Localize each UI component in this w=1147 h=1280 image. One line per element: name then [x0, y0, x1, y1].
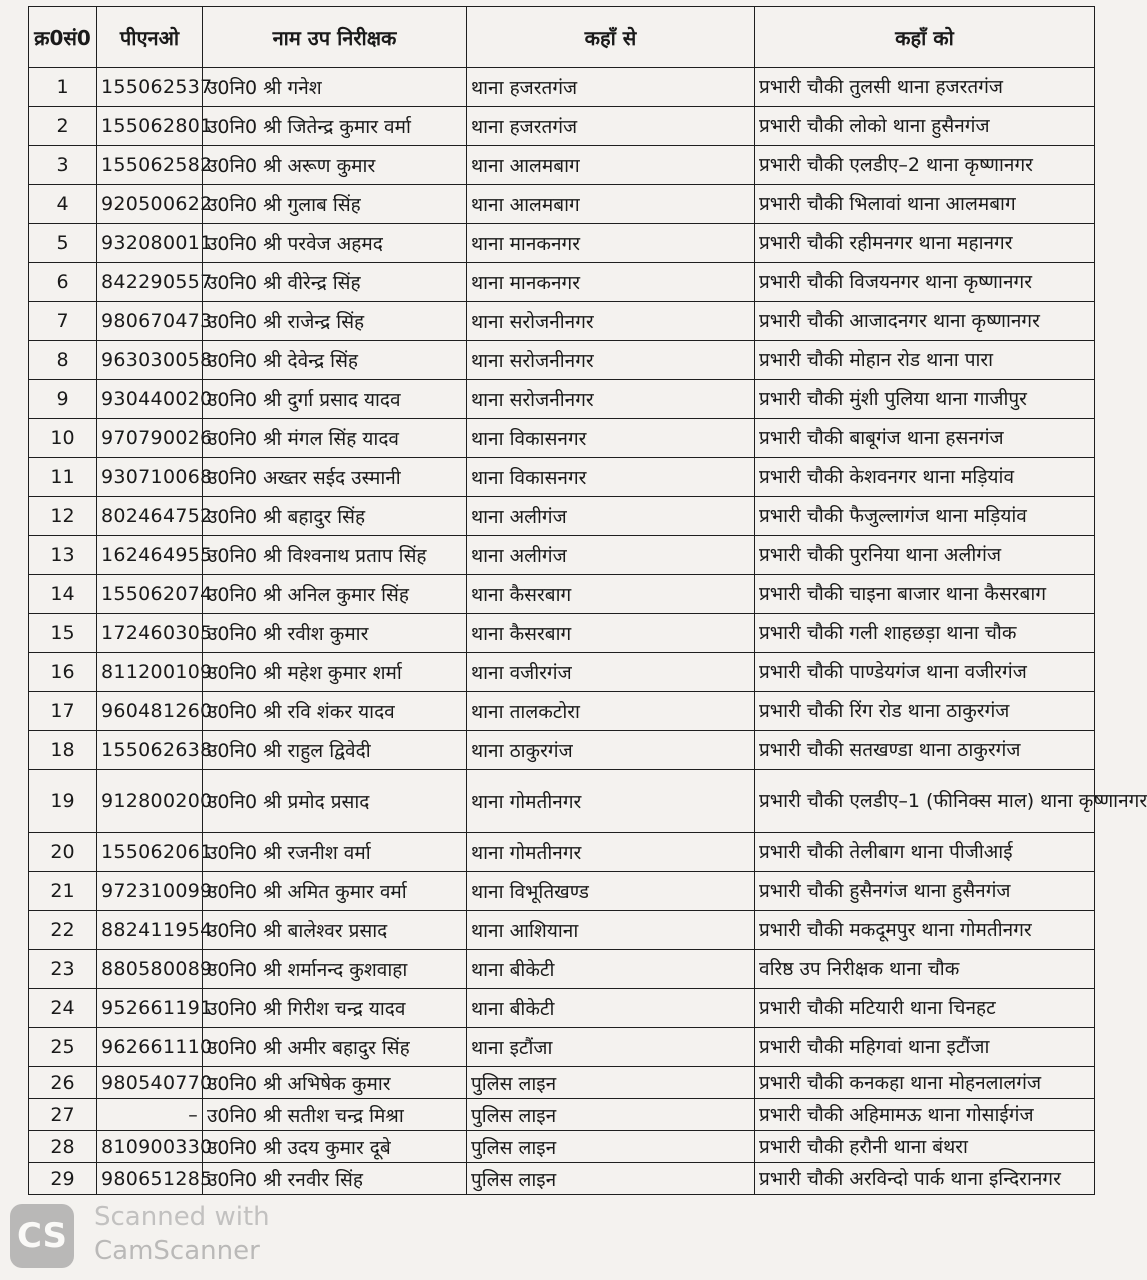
pno-cell: 963030058	[97, 341, 203, 380]
pno-cell: 980670473	[97, 302, 203, 341]
name-cell: उ0नि0 श्री राजेन्द्र सिंह	[203, 302, 467, 341]
from-cell: थाना बीकेटी	[467, 989, 755, 1028]
name-cell: उ0नि0 श्री प्रमोद प्रसाद	[203, 770, 467, 833]
pno-cell: 172460305	[97, 614, 203, 653]
pno-cell: 802464752	[97, 497, 203, 536]
table-row	[29, 989, 1095, 1028]
header-pno: पीएनओ	[97, 7, 203, 68]
from-cell: थाना तालकटोरा	[467, 692, 755, 731]
serial-cell: 12	[29, 497, 97, 536]
to-cell: प्रभारी चौकी मकदूमपुर थाना गोमतीनगर	[755, 911, 1095, 950]
to-cell: प्रभारी चौकी अहिमामऊ थाना गोसाईगंज	[755, 1099, 1095, 1131]
name-cell: उ0नि0 श्री महेश कुमार शर्मा	[203, 653, 467, 692]
table-row	[29, 833, 1095, 872]
from-cell: थाना सरोजनीनगर	[467, 341, 755, 380]
serial-cell: 15	[29, 614, 97, 653]
pno-cell: 811200109	[97, 653, 203, 692]
to-cell: प्रभारी चौकी भिलावां थाना आलमबाग	[755, 185, 1095, 224]
serial-cell: 23	[29, 950, 97, 989]
name-cell: उ0नि0 श्री रजनीश वर्मा	[203, 833, 467, 872]
pno-cell: 930440020	[97, 380, 203, 419]
to-cell: प्रभारी चौकी कनकहा थाना मोहनलालगंज	[755, 1067, 1095, 1099]
table-row	[29, 536, 1095, 575]
table-row	[29, 380, 1095, 419]
from-cell: थाना अलीगंज	[467, 497, 755, 536]
table-row	[29, 302, 1095, 341]
serial-cell: 2	[29, 107, 97, 146]
serial-cell: 19	[29, 770, 97, 833]
pno-cell: 810900330	[97, 1131, 203, 1163]
pno-cell: 972310099	[97, 872, 203, 911]
serial-cell: 22	[29, 911, 97, 950]
name-cell: उ0नि0 श्री अमीर बहादुर सिंह	[203, 1028, 467, 1067]
table-row	[29, 419, 1095, 458]
pno-cell: 880580089	[97, 950, 203, 989]
to-cell: प्रभारी चौकी फैजुल्लागंज थाना मड़ियांव	[755, 497, 1095, 536]
pno-cell: 962661110	[97, 1028, 203, 1067]
serial-cell: 5	[29, 224, 97, 263]
from-cell: थाना गोमतीनगर	[467, 770, 755, 833]
pno-cell: 930710068	[97, 458, 203, 497]
table-row	[29, 263, 1095, 302]
serial-cell: 26	[29, 1067, 97, 1099]
to-cell: प्रभारी चौकी महिगवां थाना इटौंजा	[755, 1028, 1095, 1067]
name-cell: उ0नि0 श्री बहादुर सिंह	[203, 497, 467, 536]
name-cell: उ0नि0 श्री शर्मानन्द कुशवाहा	[203, 950, 467, 989]
name-cell: उ0नि0 श्री मंगल सिंह यादव	[203, 419, 467, 458]
table-row	[29, 872, 1095, 911]
from-cell: पुलिस लाइन	[467, 1163, 755, 1195]
pno-cell: 970790026	[97, 419, 203, 458]
serial-cell: 17	[29, 692, 97, 731]
serial-cell: 16	[29, 653, 97, 692]
to-cell: प्रभारी चौकी पुरनिया थाना अलीगंज	[755, 536, 1095, 575]
from-cell: थाना कैसरबाग	[467, 575, 755, 614]
serial-cell: 7	[29, 302, 97, 341]
serial-cell: 28	[29, 1131, 97, 1163]
table-header-row	[29, 7, 1095, 68]
table-row	[29, 692, 1095, 731]
document-page	[28, 6, 1147, 1230]
serial-cell: 18	[29, 731, 97, 770]
serial-cell: 1	[29, 68, 97, 107]
pno-cell: 155062582	[97, 146, 203, 185]
table-row	[29, 497, 1095, 536]
to-cell: प्रभारी चौकी चाइना बाजार थाना कैसरबाग	[755, 575, 1095, 614]
from-cell: थाना सरोजनीनगर	[467, 302, 755, 341]
pno-cell: 155062801	[97, 107, 203, 146]
table-row	[29, 1067, 1095, 1099]
from-cell: थाना मानकनगर	[467, 224, 755, 263]
to-cell: प्रभारी चौकी मोहान रोड थाना पारा	[755, 341, 1095, 380]
header-serial: क्र0सं0	[29, 7, 97, 68]
header-from: कहाँ से	[467, 7, 755, 68]
table-row	[29, 1131, 1095, 1163]
pno-cell: 155062074	[97, 575, 203, 614]
name-cell: उ0नि0 श्री परवेज अहमद	[203, 224, 467, 263]
to-cell: प्रभारी चौकी विजयनगर थाना कृष्णानगर	[755, 263, 1095, 302]
pno-cell: –	[97, 1099, 203, 1131]
table-body	[29, 68, 1147, 1195]
from-cell: थाना विकासनगर	[467, 458, 755, 497]
watermark-line-2: CamScanner	[94, 1236, 260, 1266]
to-cell: प्रभारी चौकी पाण्डेयगंज थाना वजीरगंज	[755, 653, 1095, 692]
to-cell: वरिष्ठ उप निरीक्षक थाना चौक	[755, 950, 1095, 989]
pno-cell: 912800200	[97, 770, 203, 833]
from-cell: थाना इटौंजा	[467, 1028, 755, 1067]
name-cell: उ0नि0 श्री रवि शंकर यादव	[203, 692, 467, 731]
header-name: नाम उप निरीक्षक	[203, 7, 467, 68]
name-cell: उ0नि0 श्री गुलाब सिंह	[203, 185, 467, 224]
name-cell: उ0नि0 श्री दुर्गा प्रसाद यादव	[203, 380, 467, 419]
from-cell: थाना मानकनगर	[467, 263, 755, 302]
name-cell: उ0नि0 श्री गिरीश चन्द्र यादव	[203, 989, 467, 1028]
to-cell: प्रभारी चौकी अरविन्दो पार्क थाना इन्दिरानगर	[755, 1163, 1095, 1195]
name-cell: उ0नि0 श्री वीरेन्द्र सिंह	[203, 263, 467, 302]
name-cell: उ0नि0 श्री जितेन्द्र कुमार वर्मा	[203, 107, 467, 146]
from-cell: थाना हजरतगंज	[467, 107, 755, 146]
serial-cell: 4	[29, 185, 97, 224]
table-row	[29, 341, 1095, 380]
from-cell: पुलिस लाइन	[467, 1131, 755, 1163]
to-cell: प्रभारी चौकी सतखण्डा थाना ठाकुरगंज	[755, 731, 1095, 770]
to-cell: प्रभारी चौकी लोको थाना हुसैनगंज	[755, 107, 1095, 146]
serial-cell: 24	[29, 989, 97, 1028]
name-cell: उ0नि0 श्री उदय कुमार दूबे	[203, 1131, 467, 1163]
name-cell: उ0नि0 श्री बालेश्वर प्रसाद	[203, 911, 467, 950]
pno-cell: 155062061	[97, 833, 203, 872]
to-cell: प्रभारी चौकी एलडीए–1 (फीनिक्स माल) थाना कृष्णानगर	[755, 770, 1095, 833]
name-cell: उ0नि0 श्री अमित कुमार वर्मा	[203, 872, 467, 911]
pno-cell: 980651285	[97, 1163, 203, 1195]
table-row	[29, 107, 1095, 146]
from-cell: थाना अलीगंज	[467, 536, 755, 575]
from-cell: थाना विभूतिखण्ड	[467, 872, 755, 911]
from-cell: थाना ठाकुरगंज	[467, 731, 755, 770]
name-cell: उ0नि0 श्री अभिषेक कुमार	[203, 1067, 467, 1099]
from-cell: थाना बीकेटी	[467, 950, 755, 989]
pno-cell: 882411954	[97, 911, 203, 950]
to-cell: प्रभारी चौकी तुलसी थाना हजरतगंज	[755, 68, 1095, 107]
to-cell: प्रभारी चौकी मटियारी थाना चिनहट	[755, 989, 1095, 1028]
table-row	[29, 224, 1095, 263]
from-cell: थाना वजीरगंज	[467, 653, 755, 692]
table-row	[29, 731, 1095, 770]
serial-cell: 20	[29, 833, 97, 872]
serial-cell: 9	[29, 380, 97, 419]
serial-cell: 13	[29, 536, 97, 575]
pno-cell: 932080011	[97, 224, 203, 263]
from-cell: थाना गोमतीनगर	[467, 833, 755, 872]
camscanner-logo-icon: CS	[10, 1204, 74, 1268]
name-cell: उ0नि0 श्री अरूण कुमार	[203, 146, 467, 185]
serial-cell: 3	[29, 146, 97, 185]
transfer-table	[28, 6, 1147, 1195]
table-row	[29, 185, 1095, 224]
name-cell: उ0नि0 श्री गनेश	[203, 68, 467, 107]
serial-cell: 8	[29, 341, 97, 380]
to-cell: प्रभारी चौकी गली शाहछड़ा थाना चौक	[755, 614, 1095, 653]
serial-cell: 6	[29, 263, 97, 302]
from-cell: थाना सरोजनीनगर	[467, 380, 755, 419]
name-cell: उ0नि0 श्री विश्वनाथ प्रताप सिंह	[203, 536, 467, 575]
serial-cell: 21	[29, 872, 97, 911]
serial-cell: 27	[29, 1099, 97, 1131]
name-cell: उ0नि0 अख्तर सईद उस्मानी	[203, 458, 467, 497]
table-row	[29, 770, 1095, 833]
to-cell: प्रभारी चौकी आजादनगर थाना कृष्णानगर	[755, 302, 1095, 341]
to-cell: प्रभारी चौकी रहीमनगर थाना महानगर	[755, 224, 1095, 263]
from-cell: थाना आलमबाग	[467, 146, 755, 185]
camscanner-watermark	[10, 1200, 300, 1276]
to-cell: प्रभारी चौकी केशवनगर थाना मड़ियांव	[755, 458, 1095, 497]
to-cell: प्रभारी चौकी हरौनी थाना बंथरा	[755, 1131, 1095, 1163]
table-row	[29, 1099, 1095, 1131]
pno-cell: 980540770	[97, 1067, 203, 1099]
table-row	[29, 458, 1095, 497]
name-cell: उ0नि0 श्री राहुल द्विवेदी	[203, 731, 467, 770]
table-row	[29, 146, 1095, 185]
watermark-line-1: Scanned with	[94, 1202, 270, 1232]
from-cell: पुलिस लाइन	[467, 1099, 755, 1131]
from-cell: थाना कैसरबाग	[467, 614, 755, 653]
from-cell: थाना आशियाना	[467, 911, 755, 950]
name-cell: उ0नि0 श्री सतीश चन्द्र मिश्रा	[203, 1099, 467, 1131]
to-cell: प्रभारी चौकी बाबूगंज थाना हसनगंज	[755, 419, 1095, 458]
name-cell: उ0नि0 श्री अनिल कुमार सिंह	[203, 575, 467, 614]
table-row	[29, 614, 1095, 653]
name-cell: उ0नि0 श्री रवीश कुमार	[203, 614, 467, 653]
pno-cell: 960481260	[97, 692, 203, 731]
pno-cell: 920500622	[97, 185, 203, 224]
from-cell: थाना हजरतगंज	[467, 68, 755, 107]
serial-cell: 29	[29, 1163, 97, 1195]
from-cell: थाना आलमबाग	[467, 185, 755, 224]
table-row	[29, 575, 1095, 614]
table-row	[29, 653, 1095, 692]
table-row	[29, 911, 1095, 950]
table-row	[29, 68, 1095, 107]
pno-cell: 952661191	[97, 989, 203, 1028]
pno-cell: 155062638	[97, 731, 203, 770]
to-cell: प्रभारी चौकी एलडीए–2 थाना कृष्णानगर	[755, 146, 1095, 185]
serial-cell: 25	[29, 1028, 97, 1067]
table-row	[29, 950, 1095, 989]
table-row	[29, 1028, 1095, 1067]
pno-cell: 155062537	[97, 68, 203, 107]
serial-cell: 10	[29, 419, 97, 458]
header-to: कहाँ को	[755, 7, 1095, 68]
name-cell: उ0नि0 श्री देवेन्द्र सिंह	[203, 341, 467, 380]
from-cell: पुलिस लाइन	[467, 1067, 755, 1099]
pno-cell: 162464955	[97, 536, 203, 575]
pno-cell: 842290557	[97, 263, 203, 302]
name-cell: उ0नि0 श्री रनवीर सिंह	[203, 1163, 467, 1195]
table-row	[29, 1163, 1095, 1195]
from-cell: थाना विकासनगर	[467, 419, 755, 458]
to-cell: प्रभारी चौकी रिंग रोड थाना ठाकुरगंज	[755, 692, 1095, 731]
serial-cell: 11	[29, 458, 97, 497]
to-cell: प्रभारी चौकी मुंशी पुलिया थाना गाजीपुर	[755, 380, 1095, 419]
to-cell: प्रभारी चौकी तेलीबाग थाना पीजीआई	[755, 833, 1095, 872]
serial-cell: 14	[29, 575, 97, 614]
to-cell: प्रभारी चौकी हुसैनगंज थाना हुसैनगंज	[755, 872, 1095, 911]
